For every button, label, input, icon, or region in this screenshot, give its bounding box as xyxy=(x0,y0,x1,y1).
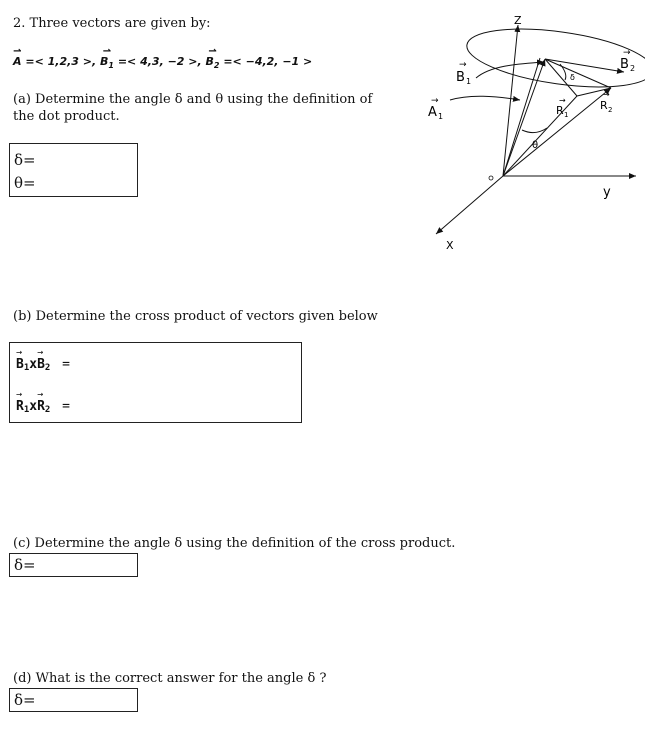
z-axis-label: Z xyxy=(514,14,522,27)
r2-label-sub: 2 xyxy=(608,106,613,114)
svg-text:→: → xyxy=(459,60,467,70)
r1-label-sub: 1 xyxy=(564,111,569,119)
cone-ellipse xyxy=(463,19,645,97)
part-a-delta-label: δ= xyxy=(14,151,36,169)
svg-text:→: → xyxy=(559,96,566,105)
part-c-question: (c) Determine the angle δ using the definition of the cross product. xyxy=(13,536,456,551)
svg-text:→: → xyxy=(623,48,631,58)
b1-label-text: B xyxy=(456,70,465,85)
r2-label-text: R xyxy=(600,99,608,112)
r2-label xyxy=(600,90,612,114)
part-d-question: (d) What is the correct answer for the angle δ ? xyxy=(13,671,327,686)
cross-product-b1-b2: → $B_1x$ → $B_2$ = xyxy=(16,347,70,373)
b1-vector: → $B_1$ xyxy=(16,347,30,373)
y-axis-label: y xyxy=(603,185,611,200)
theta-label: θ xyxy=(532,140,539,151)
delta-label: δ xyxy=(570,73,575,82)
x-axis-label: X xyxy=(446,239,454,252)
r1-label-text: R xyxy=(556,104,564,117)
vector-b1-value: =< 4,3, −2 >, xyxy=(117,55,202,68)
vector-b2-symbol: ⇀ $B_2$ xyxy=(205,46,220,71)
a1-label-sub: 1 xyxy=(438,112,444,121)
vector-a-value: =< 1,2,3 >, xyxy=(25,55,97,68)
a1-label xyxy=(428,96,443,121)
part-a-theta-label: θ= xyxy=(14,174,36,192)
svg-text:→: → xyxy=(603,90,610,99)
part-a-question: (a) Determine the angle δ and θ using the definition of the dot product. xyxy=(13,92,373,124)
a1-leader xyxy=(450,96,520,100)
b2-label-sub: 2 xyxy=(630,64,636,73)
b2-vector-line xyxy=(545,59,624,72)
cross-product-r1-r2: → $R_1x$ → $R_2$ = xyxy=(16,389,70,415)
part-d-delta-label: δ= xyxy=(14,691,36,709)
vector-b2-value: =< −4,2, −1 > xyxy=(223,55,313,68)
b1-label xyxy=(456,60,471,86)
b2-vector: → $B_2$ xyxy=(37,347,51,373)
part-c-delta-label: δ= xyxy=(14,556,36,574)
cone-edge-right xyxy=(503,96,577,176)
vector-a-symbol: ⇀ A xyxy=(13,46,22,68)
b1-label-sub: 1 xyxy=(466,77,472,86)
a1-label-text: A xyxy=(428,105,437,120)
r2-vector: → $R_2$ xyxy=(37,389,51,415)
problem-title: 2. Three vectors are given by: xyxy=(13,16,211,31)
b2-label xyxy=(620,48,635,73)
x-axis xyxy=(436,176,503,234)
r1-vector: → $R_1$ xyxy=(16,389,30,415)
vector-b1-symbol: ⇀ $B_1$ xyxy=(100,46,114,71)
part-b-question: (b) Determine the cross product of vectors given below xyxy=(13,309,378,324)
b2-label-text: B xyxy=(620,57,629,72)
origin-point xyxy=(489,176,493,180)
svg-text:→: → xyxy=(431,96,439,106)
